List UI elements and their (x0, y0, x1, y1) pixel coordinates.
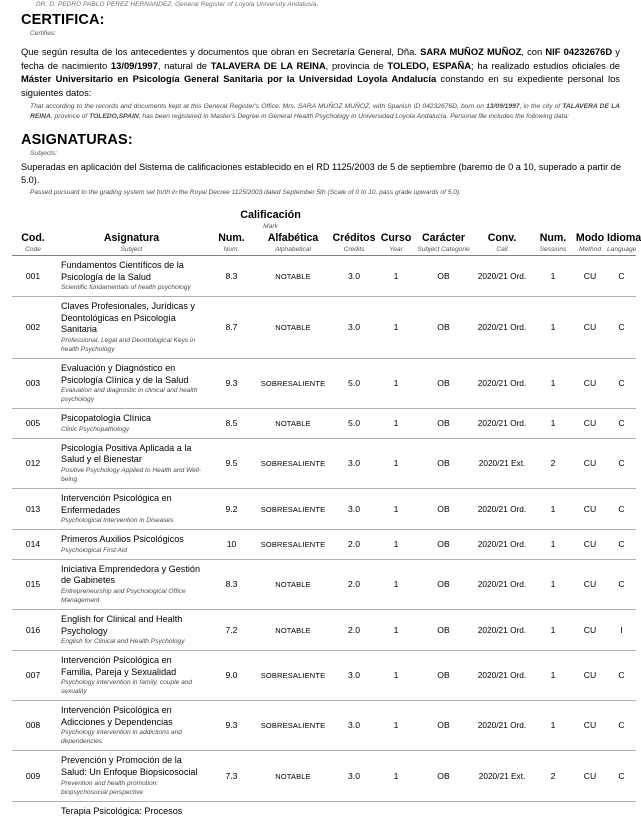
cell-subject (54, 559, 209, 609)
column-header-label: Conv. (488, 232, 517, 244)
subject-name-es: Fundamentos Científicos de la Psicología de la Salud (61, 260, 205, 283)
cell-caracter: OB (416, 530, 471, 560)
cell-idioma: I (607, 609, 636, 650)
cert-es-seg-1: SARA MUÑOZ MUÑOZ (420, 46, 521, 57)
cert-es-seg-6: , natural de (158, 60, 211, 71)
subject-name-en: Clinic Psychopathology (61, 425, 205, 434)
calificacion-label-translation: Mark (209, 222, 332, 231)
subject-name-en: Psychology intervention in family, couple and sexuality (61, 678, 205, 696)
column-header-translation: Method (573, 245, 607, 254)
cert-es-seg-11: Máster Universitario en Psicología General Sanitaria por la Universidad Loyola Andalucía (21, 73, 436, 84)
column-header-label: Curso (381, 232, 412, 244)
cell-idioma: C (607, 256, 636, 297)
column-header-label: Num. (540, 232, 566, 244)
column-header-num-2 (209, 232, 254, 256)
table-row (12, 438, 636, 488)
cell-idioma: C (607, 358, 636, 408)
cell-num: 9.3 (209, 358, 254, 408)
cell-curso: 1 (376, 751, 416, 801)
column-header-label: Asignatura (104, 232, 159, 244)
column-header-label: Alfabética (268, 232, 319, 244)
cell-idioma: C (607, 488, 636, 529)
column-header-label: Carácter (422, 232, 465, 244)
cell-subject (54, 409, 209, 439)
cell-subject (54, 609, 209, 650)
column-header-idioma-10 (607, 232, 636, 256)
column-header-translation: Sessions (533, 245, 573, 254)
cell-code (12, 801, 54, 821)
cell-alfa: SOBRESALIENTE (254, 358, 332, 408)
cell-subject (54, 438, 209, 488)
cell-empty (376, 801, 416, 821)
cell-caracter: OB (416, 297, 471, 359)
table-row (12, 488, 636, 529)
asignaturas-heading-block (8, 132, 632, 158)
calificacion-label: Calificación (240, 209, 301, 221)
cell-modo: CU (573, 701, 607, 751)
table-row (12, 559, 636, 609)
cert-es-seg-0: Que según resulta de los antecedentes y documentos que obran en Secretaría General, Dña. (21, 46, 420, 57)
cell-caracter: OB (416, 701, 471, 751)
column-header-cod-0 (12, 232, 54, 256)
grades-table-head (12, 208, 636, 256)
column-header-alfab-tica-3 (254, 232, 332, 256)
column-header-asignatura-1 (54, 232, 209, 256)
cell-conv: 2020/21 Ext. (471, 751, 533, 801)
subject-name-es: Intervención Psicológica en Adicciones y Dependencias (61, 705, 205, 728)
cell-curso: 1 (376, 358, 416, 408)
cell-code: 001 (12, 256, 54, 297)
column-header-modo-9 (573, 232, 607, 256)
certification-paragraph-es (8, 45, 632, 99)
cell-creditos: 3.0 (332, 701, 376, 751)
cert-es-seg-9: TOLEDO, ESPAÑA (387, 60, 471, 71)
table-row (12, 651, 636, 701)
cell-empty (573, 801, 607, 821)
cert-es-seg-10: ; ha realizado estudios oficiales de (471, 60, 620, 71)
cell-alfa: SOBRESALIENTE (254, 651, 332, 701)
cell-sesiones: 1 (533, 256, 573, 297)
cell-sesiones: 2 (533, 438, 573, 488)
cell-num: 8.5 (209, 409, 254, 439)
cell-conv: 2020/21 Ord. (471, 530, 533, 560)
cell-alfa: SOBRESALIENTE (254, 701, 332, 751)
cell-empty (607, 801, 636, 821)
cell-curso: 1 (376, 530, 416, 560)
subject-name-en: Prevention and health promotion: biopsychosocial perspective (61, 779, 205, 797)
subject-name-en: English for Clinical and Health Psychology (61, 637, 205, 646)
cell-num: 8.3 (209, 256, 254, 297)
cell-conv: 2020/21 Ord. (471, 651, 533, 701)
subject-name-es: Psicología Positiva Aplicada a la Salud y el Bienestar (61, 443, 205, 466)
cell-num: 10 (209, 530, 254, 560)
cell-modo: CU (573, 256, 607, 297)
cell-alfa: SOBRESALIENTE (254, 438, 332, 488)
column-header-label: Créditos (333, 232, 376, 244)
table-row (12, 358, 636, 408)
cell-alfa: NOTABLE (254, 609, 332, 650)
cell-curso: 1 (376, 559, 416, 609)
subject-name-en: Positive Psychology Applied to Health and Well-being (61, 466, 205, 484)
subject-name-en: Psychological First Aid (61, 546, 205, 555)
cell-idioma: C (607, 297, 636, 359)
cell-caracter: OB (416, 256, 471, 297)
table-row (12, 701, 636, 751)
cert-en-seg-5: TOLEDO,SPAIN (89, 113, 139, 120)
column-header-translation: Year (376, 245, 416, 254)
cell-num: 9.3 (209, 701, 254, 751)
column-header-num-8 (533, 232, 573, 256)
cell-idioma: C (607, 751, 636, 801)
subject-name-en: Scientific fundamentals of health psychology (61, 283, 205, 292)
cell-curso: 1 (376, 651, 416, 701)
cell-sesiones: 1 (533, 701, 573, 751)
cell-curso: 1 (376, 609, 416, 650)
cell-alfa: SOBRESALIENTE (254, 488, 332, 529)
grading-note-en: Passed pursuant to the grading system set forth in the Royal Decree 1125/2003 dated September 5th (Scale of 0 to 10, pass grade upwards of 5.0). (8, 188, 632, 197)
asignaturas-heading: ASIGNATURAS: (8, 132, 632, 149)
cert-en-seg-2: , in the city of (520, 103, 563, 110)
table-row (12, 751, 636, 801)
certifica-heading-block (8, 12, 632, 38)
cell-num: 9.2 (209, 488, 254, 529)
cell-num: 8.7 (209, 297, 254, 359)
cell-caracter: OB (416, 609, 471, 650)
cell-idioma: C (607, 409, 636, 439)
column-header-translation: Credits (332, 245, 376, 254)
cell-caracter: OB (416, 651, 471, 701)
cell-alfa: SOBRESALIENTE (254, 530, 332, 560)
cell-code: 007 (12, 651, 54, 701)
cell-idioma: C (607, 651, 636, 701)
cell-sesiones: 1 (533, 358, 573, 408)
cell-sesiones: 1 (533, 559, 573, 609)
column-header-car-cter-6 (416, 232, 471, 256)
cell-conv: 2020/21 Ord. (471, 701, 533, 751)
cell-creditos: 2.0 (332, 609, 376, 650)
cert-es-seg-5: 13/09/1997 (111, 60, 158, 71)
cell-curso: 1 (376, 701, 416, 751)
cert-es-seg-8: , provincia de (326, 60, 388, 71)
cell-subject (54, 488, 209, 529)
cell-empty (332, 801, 376, 821)
subject-name-es: Intervención Psicológica en Familia, Pareja y Sexualidad (61, 655, 205, 678)
column-header-translation: Language (607, 245, 636, 254)
cell-modo: CU (573, 609, 607, 650)
cert-es-seg-3: NIF 04232676D (545, 46, 612, 57)
column-header-label: Num. (218, 232, 244, 244)
cell-sesiones: 1 (533, 409, 573, 439)
column-header-label: Modo (576, 232, 604, 244)
cert-en-seg-1: 13/09/1997 (486, 103, 519, 110)
cell-sesiones: 2 (533, 751, 573, 801)
cell-empty (209, 801, 254, 821)
cell-code: 014 (12, 530, 54, 560)
cell-alfa: NOTABLE (254, 559, 332, 609)
cell-modo: CU (573, 438, 607, 488)
cell-conv: 2020/21 Ord. (471, 488, 533, 529)
column-header-translation: Subject (54, 245, 209, 254)
cell-subject (54, 530, 209, 560)
asignaturas-heading-translation: Subjects: (8, 149, 632, 158)
subject-name-es: Terapia Psicológica: Procesos (61, 806, 205, 818)
column-header-row (12, 232, 636, 256)
cell-empty (533, 801, 573, 821)
subject-name-es: Prevención y Promoción de la Salud: Un Enfoque Biopsicosocial (61, 755, 205, 778)
cell-conv: 2020/21 Ord. (471, 559, 533, 609)
cell-subject (54, 701, 209, 751)
cert-es-seg-2: , con (521, 46, 545, 57)
cell-code: 013 (12, 488, 54, 529)
cell-creditos: 3.0 (332, 488, 376, 529)
cell-subject (54, 297, 209, 359)
calificacion-group-header (209, 208, 332, 232)
cell-curso: 1 (376, 438, 416, 488)
cell-code: 009 (12, 751, 54, 801)
cell-alfa: NOTABLE (254, 409, 332, 439)
cell-sesiones: 1 (533, 609, 573, 650)
certification-paragraph-en (8, 102, 632, 121)
cell-num: 7.2 (209, 609, 254, 650)
cert-en-seg-3: TALAVERA DE LA REINA (30, 103, 620, 119)
cert-es-seg-12: constando en su expediente personal los siguientes datos: (21, 73, 620, 98)
cell-caracter: OB (416, 559, 471, 609)
cell-code: 005 (12, 409, 54, 439)
subject-name-es: Claves Profesionales, Jurídicas y Deontológicas en Psicología Sanitaria (61, 301, 205, 336)
cell-caracter: OB (416, 488, 471, 529)
cell-num: 9.5 (209, 438, 254, 488)
cell-subject (54, 358, 209, 408)
cell-conv: 2020/21 Ord. (471, 609, 533, 650)
table-row (12, 409, 636, 439)
subject-name-es: Primeros Auxilios Psicológicos (61, 534, 205, 546)
grades-table (12, 208, 636, 821)
table-row (12, 256, 636, 297)
group-header-row (12, 208, 636, 232)
cell-sesiones: 1 (533, 651, 573, 701)
subject-name-en: Entrepreneurship and Psychological Office Management (61, 587, 205, 605)
grading-note-es: Superadas en aplicación del Sistema de calificaciones establecido en el RD 1125/2003 de 5 de septiembre (baremo de 0 a 10, superado a partir de 5.0). (8, 161, 632, 187)
cert-es-seg-4: y fecha de nacimiento (21, 46, 620, 71)
cell-num: 7.3 (209, 751, 254, 801)
cell-sesiones: 1 (533, 297, 573, 359)
cell-code: 012 (12, 438, 54, 488)
column-header-translation: Code (12, 245, 54, 254)
cell-modo: CU (573, 530, 607, 560)
cell-creditos: 3.0 (332, 651, 376, 701)
cell-curso: 1 (376, 297, 416, 359)
table-row (12, 609, 636, 650)
cell-code: 003 (12, 358, 54, 408)
cell-empty (254, 801, 332, 821)
cell-caracter: OB (416, 751, 471, 801)
cell-creditos: 3.0 (332, 297, 376, 359)
cell-modo: CU (573, 409, 607, 439)
table-row (12, 530, 636, 560)
subject-name-es: Iniciativa Emprendedora y Gestión de Gabinetes (61, 564, 205, 587)
cell-conv: 2020/21 Ext. (471, 438, 533, 488)
cell-modo: CU (573, 297, 607, 359)
cert-en-seg-4: , province of (51, 113, 89, 120)
cell-modo: CU (573, 358, 607, 408)
column-header-translation: Call (471, 245, 533, 254)
cell-conv: 2020/21 Ord. (471, 256, 533, 297)
grades-table-body (12, 256, 636, 821)
column-header-cr-ditos-4 (332, 232, 376, 256)
cell-idioma: C (607, 701, 636, 751)
cell-conv: 2020/21 Ord. (471, 358, 533, 408)
register-officer-line: DR. D. PEDRO PABLO PEREZ HERNANDEZ, General Register of Loyola University Andalusia, (8, 0, 632, 9)
cell-sesiones: 1 (533, 530, 573, 560)
cell-alfa: NOTABLE (254, 256, 332, 297)
cell-caracter: OB (416, 409, 471, 439)
subject-name-en: Professional, Legal and Deontological Keys in health Psychology (61, 336, 205, 354)
cell-alfa: NOTABLE (254, 751, 332, 801)
cell-empty (416, 801, 471, 821)
table-row (12, 297, 636, 359)
subject-name-es: English for Clinical and Health Psychology (61, 614, 205, 637)
cell-conv: 2020/21 Ord. (471, 409, 533, 439)
column-header-translation: Num. (209, 245, 254, 254)
cell-creditos: 3.0 (332, 438, 376, 488)
certifica-heading-translation: Certifies: (8, 29, 632, 38)
cell-creditos: 3.0 (332, 751, 376, 801)
cell-subject (54, 751, 209, 801)
cell-idioma: C (607, 559, 636, 609)
certifica-heading: CERTIFICA: (8, 12, 632, 29)
cell-alfa: NOTABLE (254, 297, 332, 359)
cell-sesiones: 1 (533, 488, 573, 529)
cell-creditos: 5.0 (332, 409, 376, 439)
column-header-label: Cod. (21, 232, 45, 244)
column-header-curso-5 (376, 232, 416, 256)
cell-subject (54, 651, 209, 701)
cell-code: 002 (12, 297, 54, 359)
subject-name-en: Evaluation and diagnostic in clinical and health psychology (61, 386, 205, 404)
subject-name-es: Evaluación y Diagnóstico en Psicología Clínica y de la Salud (61, 363, 205, 386)
cell-creditos: 2.0 (332, 530, 376, 560)
subject-name-es: Psicopatología Clínica (61, 413, 205, 425)
cert-es-seg-7: TALAVERA DE LA REINA (211, 60, 326, 71)
cell-curso: 1 (376, 488, 416, 529)
cell-conv: 2020/21 Ord. (471, 297, 533, 359)
cell-modo: CU (573, 559, 607, 609)
cell-curso: 1 (376, 409, 416, 439)
column-header-conv-7 (471, 232, 533, 256)
table-row-clipped (12, 801, 636, 821)
cell-curso: 1 (376, 256, 416, 297)
column-header-translation: Subject Categorie (416, 245, 471, 254)
column-header-translation: Alphabetical (254, 245, 332, 254)
cell-code: 016 (12, 609, 54, 650)
subject-name-en: Psychological Intervention in Diseases (61, 516, 205, 525)
subject-name-en: Psychology intervention in addictions and dependencies (61, 728, 205, 746)
column-header-label: Idioma (607, 232, 641, 244)
cell-creditos: 5.0 (332, 358, 376, 408)
cell-modo: CU (573, 488, 607, 529)
cell-caracter: OB (416, 358, 471, 408)
cell-modo: CU (573, 651, 607, 701)
cell-idioma: C (607, 530, 636, 560)
subject-name-es: Intervención Psicológica en Enfermedades (61, 493, 205, 516)
cell-subject (54, 256, 209, 297)
cert-en-seg-6: ; has been registered in Master's Degree in General Health Psychology in Universidad Loyola Andalucía. Personal file includes the following data: (139, 113, 569, 120)
cell-subject (54, 801, 209, 821)
cell-modo: CU (573, 751, 607, 801)
cell-caracter: OB (416, 438, 471, 488)
cell-num: 8.3 (209, 559, 254, 609)
cert-en-seg-0: That according to the records and documents kept at this General Register's Office, Mrs. SARA MUÑOZ MUÑOZ, with Spanish ID 04232676D, born on (30, 103, 486, 110)
cell-code: 008 (12, 701, 54, 751)
cell-num: 9.0 (209, 651, 254, 701)
cell-empty (471, 801, 533, 821)
cell-idioma: C (607, 438, 636, 488)
cell-code: 015 (12, 559, 54, 609)
cell-creditos: 3.0 (332, 256, 376, 297)
cell-creditos: 2.0 (332, 559, 376, 609)
